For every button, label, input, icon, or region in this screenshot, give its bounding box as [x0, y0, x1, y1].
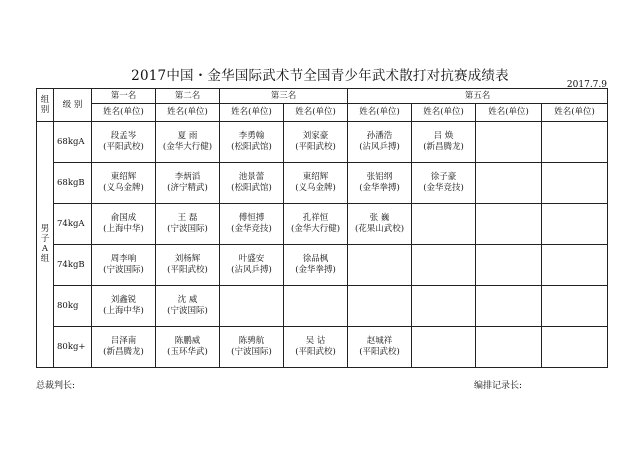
athlete-team: (金华大行健) [290, 224, 341, 234]
athlete-team: (济宁精武) [167, 183, 208, 193]
result-cell [348, 163, 412, 204]
athlete-team: (上海中华) [103, 306, 144, 316]
athlete-team: (新昌腾龙) [423, 142, 464, 152]
result-cell [542, 204, 608, 245]
weight-class: 80kg [54, 286, 92, 327]
athlete-name: 刘鑫锐 [110, 295, 137, 305]
athlete-name: 孙潘浩 [366, 131, 393, 141]
athlete-name: 王 磊 [177, 213, 198, 223]
result-cell [542, 286, 608, 327]
athlete-name: 吴 诂 [305, 336, 326, 346]
athlete-team: (平阳武校) [295, 142, 336, 152]
result-cell [284, 327, 348, 368]
result-cell [156, 163, 220, 204]
athlete-team: (平阳武校) [103, 142, 144, 152]
table-row [37, 245, 608, 286]
athlete-name: 段孟岑 [110, 131, 137, 141]
athlete-team: (平阳武校) [359, 347, 400, 357]
result-cell [412, 163, 476, 204]
header-name-col: 姓名(单位) [220, 104, 284, 122]
result-cell [156, 327, 220, 368]
athlete-name: 李勇翰 [238, 131, 265, 141]
document-title: 2017中国・金华国际武术节全国青少年武术散打对抗赛成绩表 [131, 68, 509, 84]
result-cell [92, 286, 156, 327]
result-cell [348, 204, 412, 245]
result-cell [412, 204, 476, 245]
result-cell [348, 245, 412, 286]
athlete-team: (松阳武馆) [231, 183, 272, 193]
chief-referee-label: 总裁判长: [36, 381, 76, 391]
result-cell [220, 163, 284, 204]
header-name-col: 姓名(单位) [92, 104, 156, 122]
athlete-team: (金华竞技) [423, 183, 464, 193]
table-row [37, 122, 608, 163]
result-cell [348, 286, 412, 327]
header-name-col: 姓名(单位) [542, 104, 608, 122]
document-date: 2017.7.9 [566, 80, 607, 90]
header-place-2: 第二名 [156, 89, 220, 104]
athlete-team: (金华竞技) [231, 224, 272, 234]
header-name-col: 姓名(单位) [156, 104, 220, 122]
table-row [37, 286, 608, 327]
athlete-name: 张 巍 [369, 213, 390, 223]
result-cell [348, 327, 412, 368]
result-cell [284, 245, 348, 286]
athlete-team: (金华大行健) [162, 142, 213, 152]
athlete-name: 東绍辉 [302, 172, 329, 182]
result-cell [220, 327, 284, 368]
result-cell [476, 163, 542, 204]
athlete-team: (沾风乒搏) [231, 265, 272, 275]
athlete-team: (玉环华武) [167, 347, 208, 357]
athlete-name: 张铝纲 [366, 172, 393, 182]
header-row-places [37, 89, 608, 104]
weight-class: 74kgA [54, 204, 92, 245]
athlete-team: (平阳武校) [167, 265, 208, 275]
result-cell [348, 122, 412, 163]
result-cell [412, 327, 476, 368]
athlete-name: 陈鹏威 [174, 336, 201, 346]
result-cell [476, 245, 542, 286]
athlete-team: (宁波国际) [231, 347, 272, 357]
athlete-name: 徐品枫 [302, 254, 329, 264]
athlete-name: 沈 威 [177, 295, 198, 305]
athlete-name: 陈骋航 [238, 336, 265, 346]
group-label: 男子A组 [37, 122, 54, 368]
weight-class: 80kg+ [54, 327, 92, 368]
athlete-name: 吕泽南 [110, 336, 137, 346]
header-group: 组别 [37, 89, 54, 122]
header-weight: 级 别 [54, 89, 92, 122]
result-cell [542, 122, 608, 163]
athlete-team: (新昌腾龙) [103, 347, 144, 357]
athlete-team: (松阳武馆) [231, 142, 272, 152]
athlete-team: (义乌金牌) [103, 183, 144, 193]
athlete-name: 孔祥恒 [302, 213, 329, 223]
result-cell [542, 327, 608, 368]
athlete-name: 池景蕾 [238, 172, 265, 182]
header-row-names [37, 104, 608, 122]
header-place-1: 第一名 [92, 89, 156, 104]
table-row [37, 163, 608, 204]
athlete-name: 俞国成 [110, 213, 137, 223]
header-place-5: 第五名 [348, 89, 608, 104]
header-name-col: 姓名(单位) [412, 104, 476, 122]
header-place-3: 第三名 [220, 89, 348, 104]
result-cell [156, 204, 220, 245]
result-cell [412, 286, 476, 327]
weight-class: 68kgA [54, 122, 92, 163]
athlete-name: 周李响 [110, 254, 137, 264]
result-cell [476, 327, 542, 368]
result-cell [476, 286, 542, 327]
athlete-name: 叶盛安 [238, 254, 265, 264]
result-cell [92, 204, 156, 245]
athlete-team: (花果山武校) [354, 224, 405, 234]
header-name-col: 姓名(单位) [348, 104, 412, 122]
result-cell [542, 245, 608, 286]
result-cell [156, 286, 220, 327]
athlete-team: (平阳武校) [295, 347, 336, 357]
header-name-col: 姓名(单位) [284, 104, 348, 122]
athlete-team: (金华拳搏) [359, 183, 400, 193]
result-cell [220, 122, 284, 163]
result-cell [284, 286, 348, 327]
athlete-name: 李炳滔 [174, 172, 201, 182]
athlete-name: 徐子豪 [430, 172, 457, 182]
result-cell [92, 163, 156, 204]
athlete-name: 東绍辉 [110, 172, 137, 182]
result-cell [284, 163, 348, 204]
athlete-team: (宁波国际) [167, 306, 208, 316]
result-cell [412, 122, 476, 163]
result-cell [284, 204, 348, 245]
athlete-team: (宁波国际) [103, 265, 144, 275]
result-cell [220, 245, 284, 286]
weight-class: 68kgB [54, 163, 92, 204]
athlete-name: 傅恒搏 [238, 213, 265, 223]
results-table [36, 88, 608, 368]
athlete-name: 赵城祥 [366, 336, 393, 346]
athlete-team: (宁波国际) [167, 224, 208, 234]
table-row [37, 204, 608, 245]
table-row [37, 327, 608, 368]
result-cell [156, 245, 220, 286]
result-cell [220, 286, 284, 327]
result-cell [92, 327, 156, 368]
athlete-team: (金华拳搏) [295, 265, 336, 275]
result-cell [156, 122, 220, 163]
athlete-name: 刘杨辉 [174, 254, 201, 264]
athlete-name: 夏 雨 [177, 131, 198, 141]
recorder-label: 编排记录长: [474, 381, 523, 391]
result-cell [476, 122, 542, 163]
athlete-team: (上海中华) [103, 224, 144, 234]
result-cell [542, 163, 608, 204]
header-name-col: 姓名(单位) [476, 104, 542, 122]
athlete-team: (沾风乒搏) [359, 142, 400, 152]
result-cell [412, 245, 476, 286]
athlete-name: 刘家豪 [302, 131, 329, 141]
athlete-team: (义乌金牌) [295, 183, 336, 193]
result-cell [284, 122, 348, 163]
result-cell [92, 122, 156, 163]
result-cell [220, 204, 284, 245]
result-cell [476, 204, 542, 245]
athlete-name: 吕 焕 [433, 131, 454, 141]
result-cell [92, 245, 156, 286]
weight-class: 74kgB [54, 245, 92, 286]
